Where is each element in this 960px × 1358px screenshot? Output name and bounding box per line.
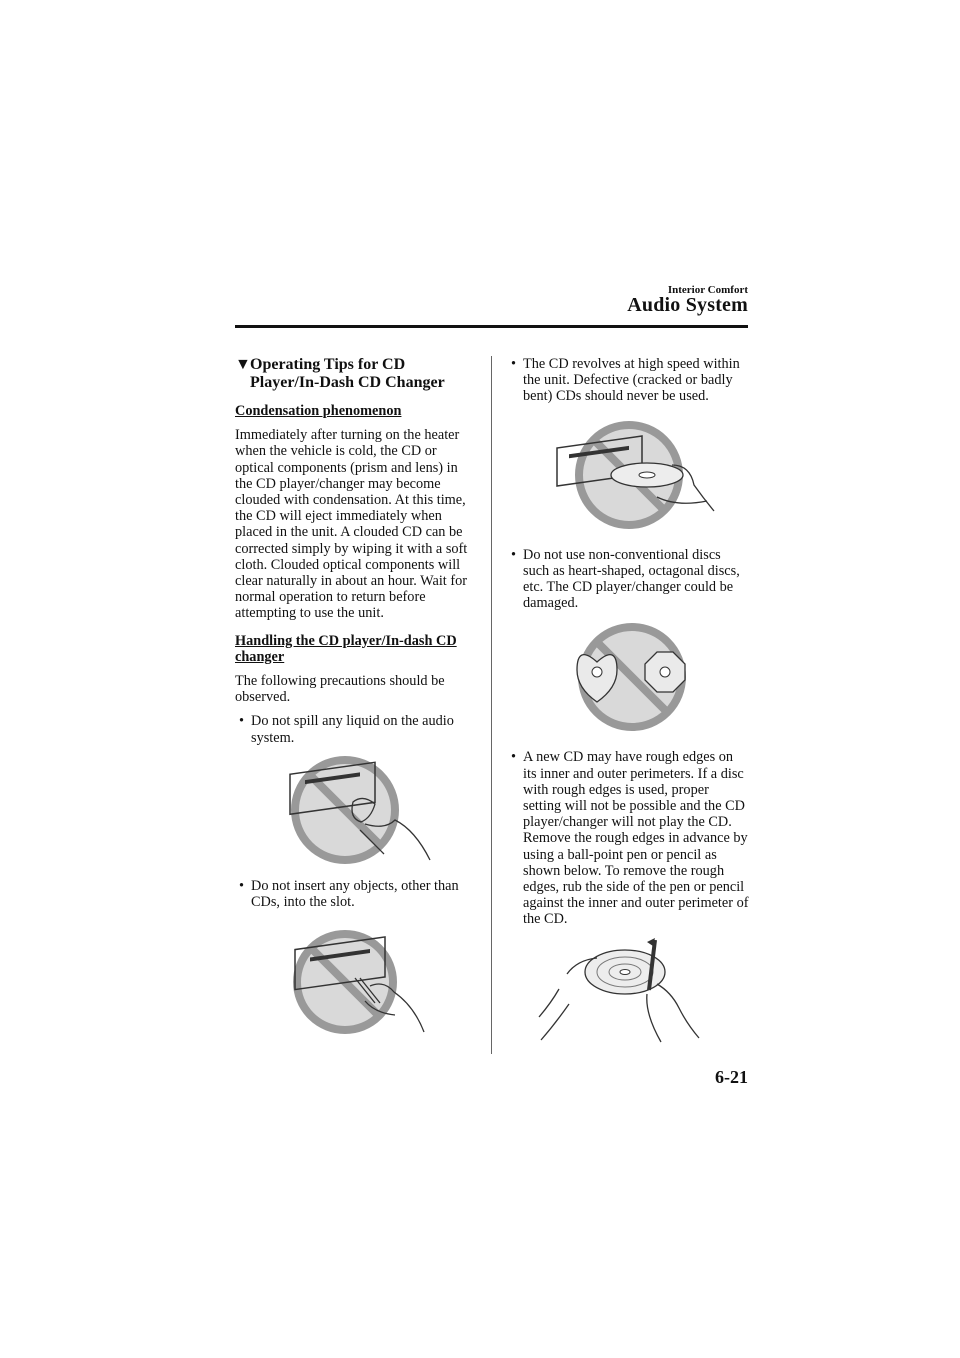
subheading-handling: Handling the CD player/In-dash CD changer xyxy=(235,632,457,665)
bullet-icon: • xyxy=(239,877,245,894)
bullet-item-objects xyxy=(235,878,478,910)
triangle-marker-icon: ▼ xyxy=(235,356,251,373)
bullet-item-non-conventional xyxy=(507,547,750,612)
page-number: 6-21 xyxy=(715,1067,748,1087)
bullet-item-rough-edges xyxy=(507,749,750,927)
left-column xyxy=(235,356,478,1034)
page-title: Audio System xyxy=(627,294,748,316)
section-heading-text: Operating Tips for CD Player/In-Dash CD Changer xyxy=(250,356,445,391)
right-column xyxy=(507,356,750,1046)
bullet-text: A new CD may have rough edges on its inner and outer perimeters. If a disc with rough edges is used, proper setting will not be possible and the CD player/changer will not play the CD. Remove the rough edges in advance by using a ball-point pen or pencil as shown below. To remove the rough edges, rub the side of the pen or pencil against the inner and outer perimeter of the CD. xyxy=(523,749,749,928)
paragraph-precautions: The following precautions should be observed. xyxy=(235,673,445,706)
bullet-text: Do not use non-conventional discs such as heart-shaped, octagonal discs, etc. The CD player/changer could be damaged. xyxy=(523,546,740,612)
bullet-icon: • xyxy=(511,546,517,563)
illustration-no-objects xyxy=(235,916,478,1034)
bullet-icon: • xyxy=(511,749,517,766)
bullet-icon: • xyxy=(511,356,517,372)
bullet-item-high-speed xyxy=(507,356,750,405)
bullet-text: The CD revolves at high speed within the unit. Defective (cracked or badly bent) CDs should never be used. xyxy=(523,356,740,405)
bullet-item-liquid xyxy=(235,713,478,745)
bullet-icon: • xyxy=(239,713,245,730)
section-heading xyxy=(235,356,478,392)
illustration-no-odd-shaped-discs xyxy=(507,617,750,735)
illustration-no-defective-cd xyxy=(507,415,750,533)
column-divider xyxy=(491,356,492,1054)
bullet-text: Do not spill any liquid on the audio system. xyxy=(251,713,454,746)
illustration-no-liquid xyxy=(235,752,478,870)
paragraph-condensation: Immediately after turning on the heater when the vehicle is cold, the CD or optical components (prism and lens) in the CD player/changer may become clouded with condensation. At this time, the CD will eject immediately when placed in the unit. A clouded CD can be corrected simply by wiping it with a soft cloth. Clouded optical components will clear naturally in about an hour. Wait for normal operation to return before attempting to use the unit. xyxy=(235,427,468,622)
subheading-condensation: Condensation phenomenon xyxy=(235,403,402,419)
header-rule xyxy=(235,325,748,328)
illustration-remove-rough-edges xyxy=(507,934,750,1046)
section-name: Interior Comfort xyxy=(667,284,748,296)
bullet-text: Do not insert any objects, other than CDs, into the slot. xyxy=(251,877,459,911)
